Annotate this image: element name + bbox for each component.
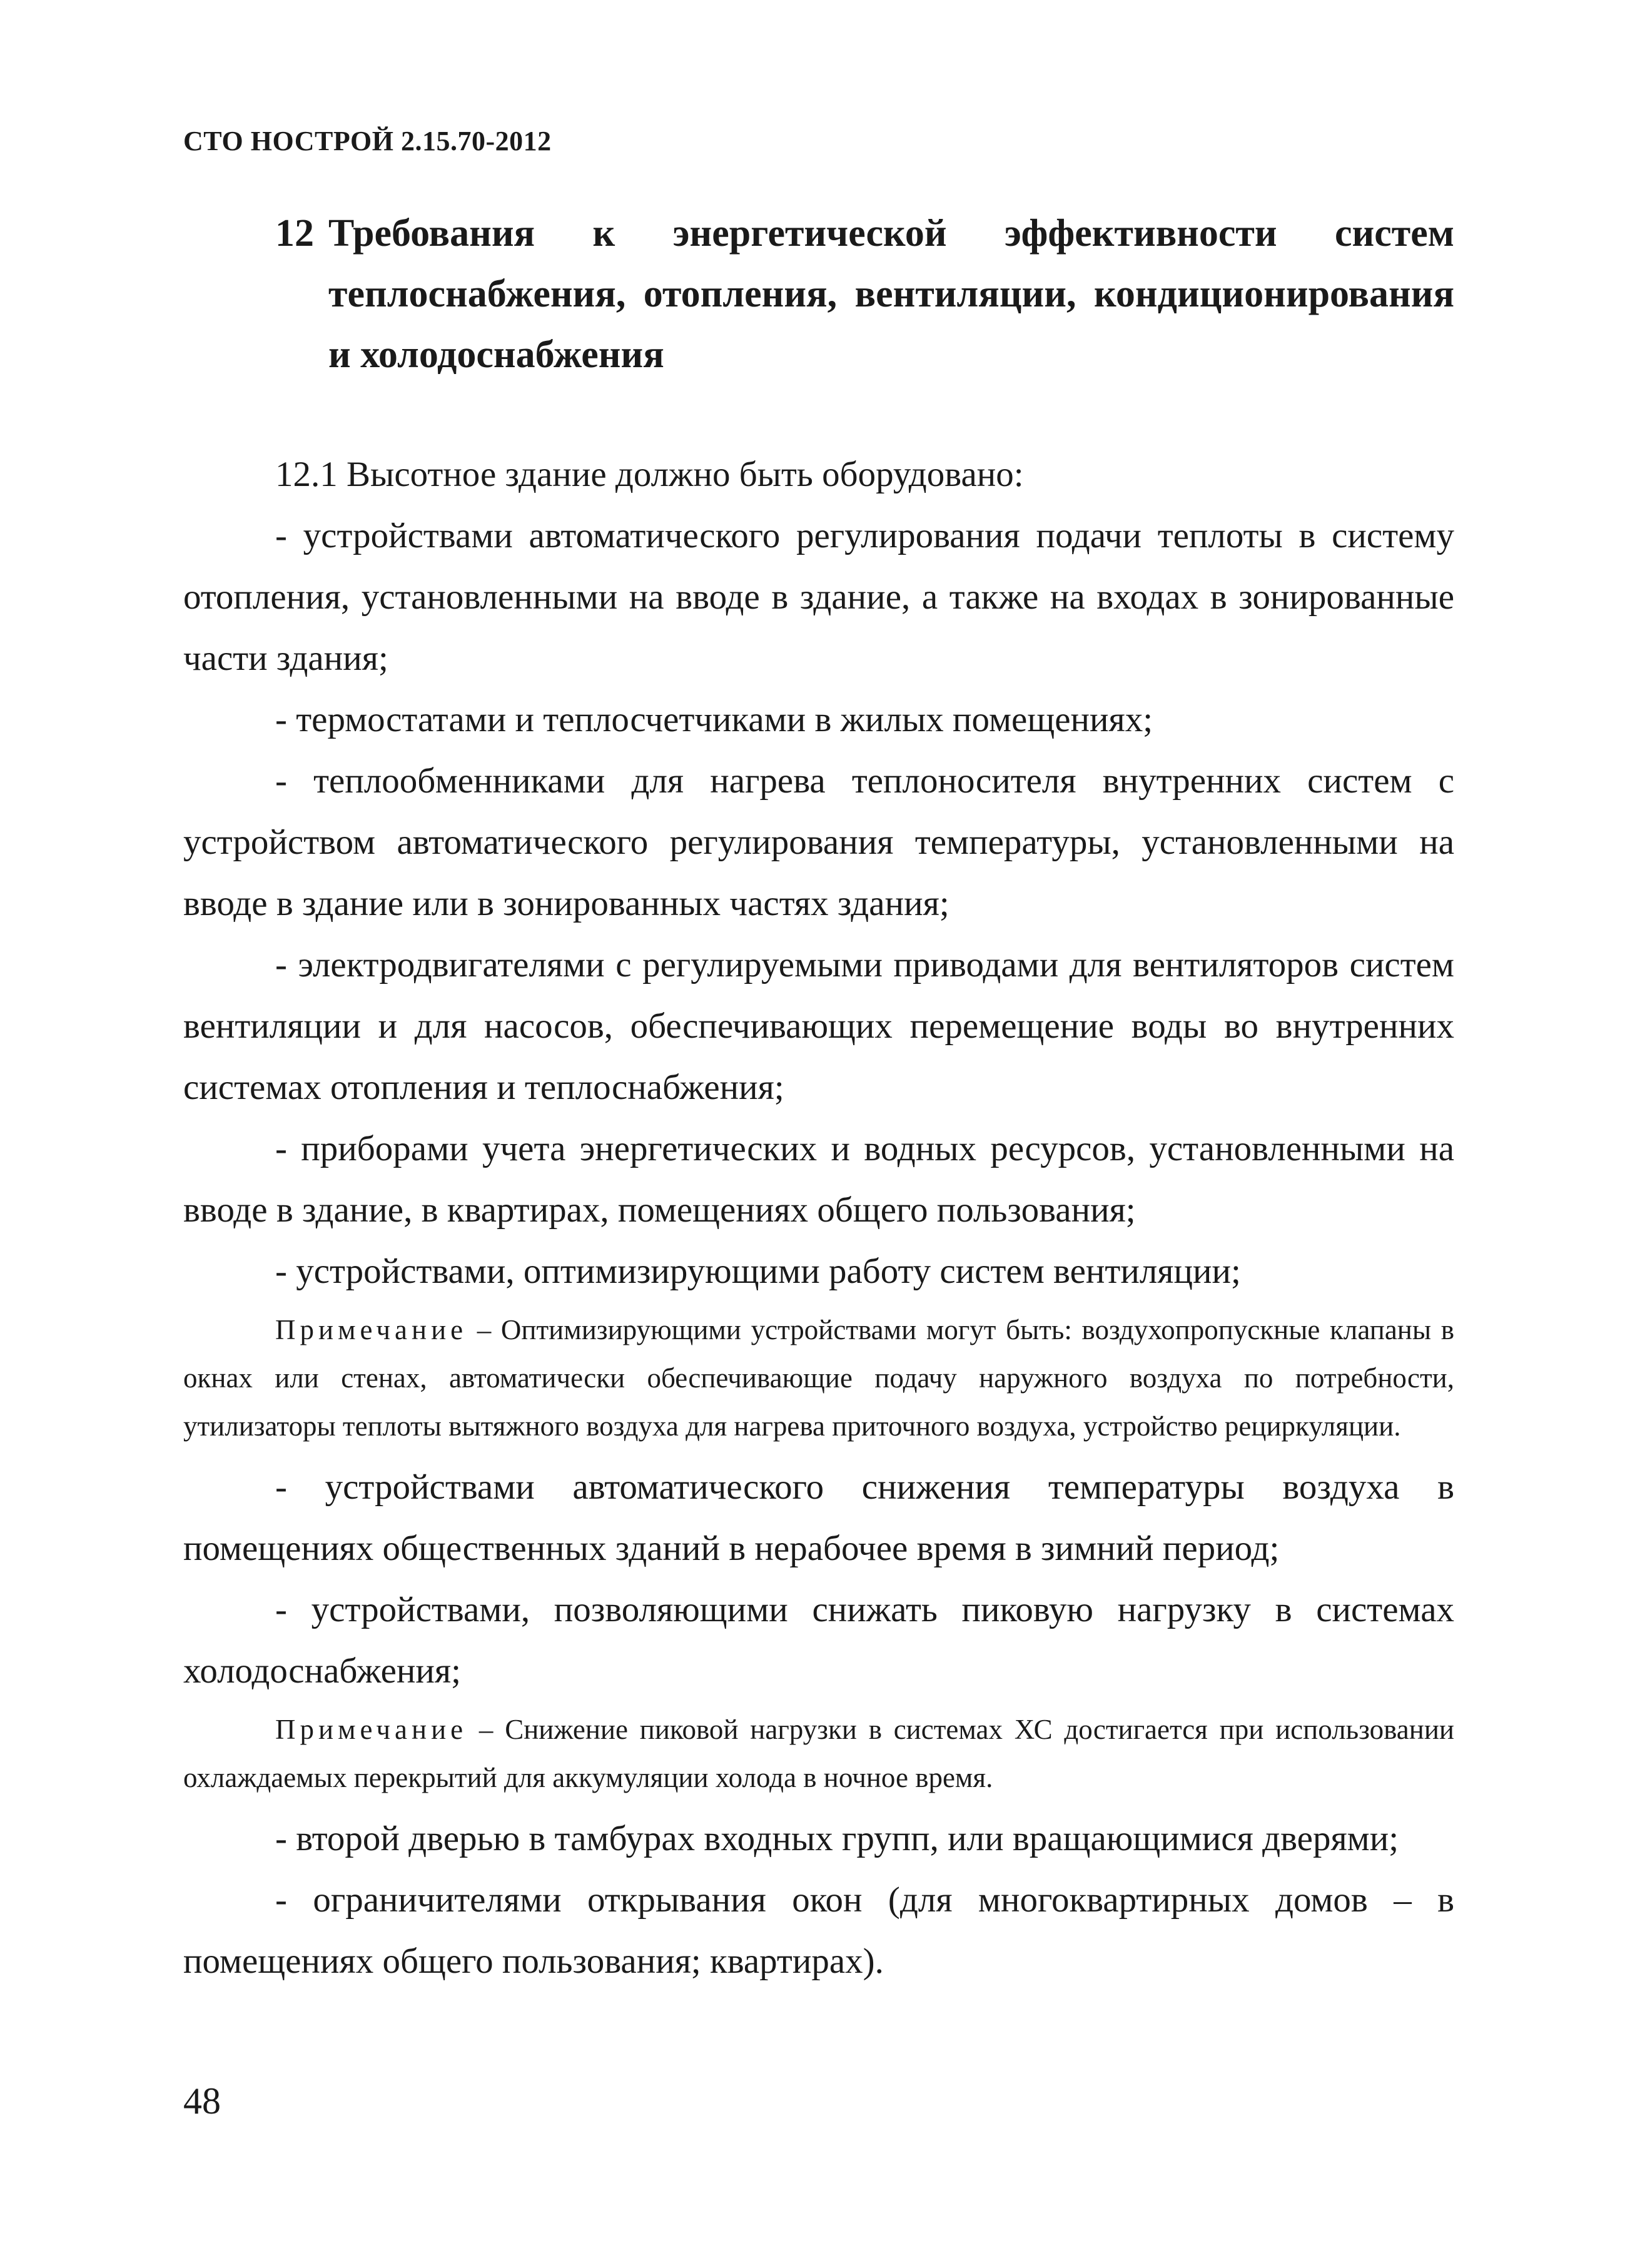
section-number: 12 — [275, 212, 314, 255]
section-title: Требования к энергетической эффективности систем теплоснабжения, отопления, вентиляции, кондиционирования и холодоснабжения — [328, 212, 1454, 376]
body-text — [183, 444, 1454, 1992]
list-item: - второй дверью в тамбурах входных групп, или вращающимися дверями; — [275, 1819, 1399, 1858]
list-item: - приборами учета энергетических и водных ресурсов, установленными на вводе в здание, в квартирах, помещениях общего пользования; — [183, 1129, 1454, 1230]
list-item: - устройствами, оптимизирующими работу систем вентиляции; — [275, 1252, 1241, 1291]
list-item: - теплообменниками для нагрева теплоносителя внутренних систем с устройством автоматического регулирования температуры, установленными на вводе в здание или в зонированных частях здания; — [183, 761, 1454, 923]
page-number: 48 — [183, 2080, 221, 2122]
paragraph-intro: 12.1 Высотное здание должно быть оборудовано: — [275, 455, 1024, 494]
list-item: - устройствами автоматического снижения температуры воздуха в помещениях общественных зданий в нерабочее время в зимний период; — [183, 1467, 1454, 1568]
note-cooling — [183, 1702, 1454, 1808]
note-text: – Снижение пиковой нагрузки в системах ХС достигается при использовании охлаждаемых перекрытий для аккумуляции холода в ночное время. — [183, 1714, 1454, 1793]
list-item: - устройствами, позволяющими снижать пиковую нагрузку в системах холодоснабжения; — [183, 1590, 1454, 1691]
section-heading — [275, 203, 1454, 385]
document-code-header: СТО НОСТРОЙ 2.15.70-2012 — [183, 126, 552, 156]
note-ventilation — [183, 1302, 1454, 1457]
list-item: - термостатами и теплосчетчиками в жилых помещениях; — [275, 700, 1153, 739]
list-item: - ограничителями открывания окон (для многоквартирных домов – в помещениях общего пользования; квартирах). — [183, 1880, 1454, 1981]
note-label: Примечание — [275, 1714, 468, 1745]
list-item: - устройствами автоматического регулирования подачи теплоты в систему отопления, установленными на вводе в здание, а также на входах в зонированные части здания; — [183, 516, 1454, 678]
note-label: Примечание — [275, 1314, 468, 1345]
list-item: - электродвигателями с регулируемыми приводами для вентиляторов систем вентиляции и для насосов, обеспечивающих перемещение воды во внутренних системах отопления и теплоснабжения; — [183, 945, 1454, 1107]
note-text: – Оптимизирующими устройствами могут быть: воздухопропускные клапаны в окнах или стенах, автоматически обеспечивающие подачу наружного воздуха по потребности, утилизаторы теплоты вытяжного воздуха для нагрева приточного воздуха, устройство рециркуляции. — [183, 1314, 1454, 1442]
